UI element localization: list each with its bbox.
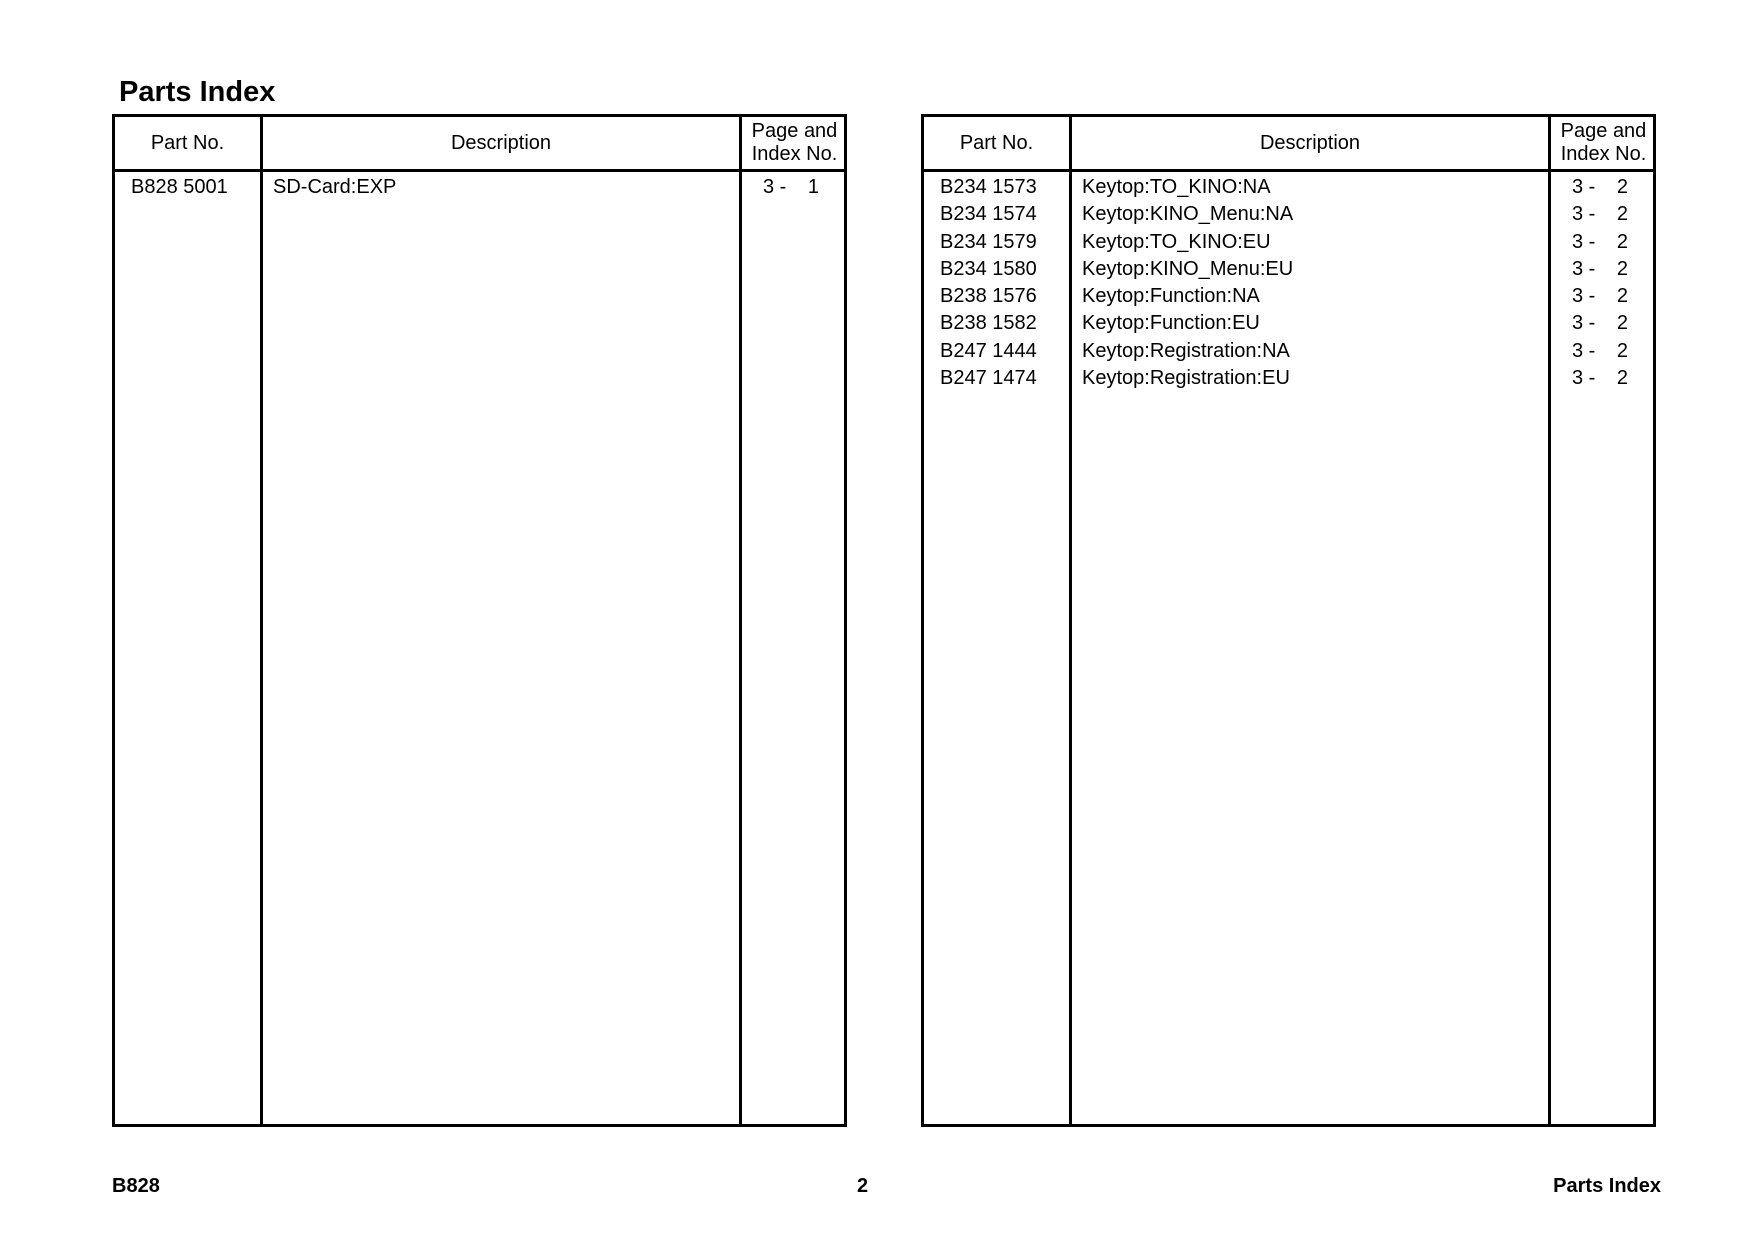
part-description: Keytop:TO_KINO:EU [1082,230,1271,253]
page-number: 3 - [1572,257,1596,280]
footer-model: B828 [112,1175,160,1197]
header-page-index: Page and Index No. [751,120,838,165]
table-body [924,174,1653,392]
page-number: 3 - [1572,312,1596,335]
part-description: Keytop:TO_KINO:NA [1082,176,1271,198]
part-description: Keytop:Registration:EU [1082,367,1290,390]
part-description: SD-Card:EXP [273,176,397,198]
index-number: 1 [807,176,819,198]
table-row [924,201,1653,228]
index-number: 2 [1616,203,1628,226]
table-row [115,174,844,201]
part-number: B234 1580 [940,257,1037,280]
index-number: 2 [1616,339,1628,362]
table-row [924,365,1653,392]
footer-page-number: 2 [856,1175,869,1197]
header-description: Description [1259,131,1361,154]
page-number: 3 - [1572,203,1596,226]
table-row [924,256,1653,283]
column-divider [260,117,263,1124]
page-number: 3 - [1572,339,1596,362]
part-description: Keytop:Registration:NA [1082,339,1290,362]
part-number: B234 1579 [940,230,1037,253]
index-number: 2 [1616,285,1628,308]
table-row [924,338,1653,365]
table-row [924,310,1653,337]
header-page-index: Page and Index No. [1560,120,1647,165]
page-number: 3 - [1572,230,1596,253]
part-number: B247 1444 [940,339,1037,362]
table-row [924,229,1653,256]
part-number: B247 1474 [940,367,1037,390]
table-row [924,283,1653,310]
table-body [115,174,844,201]
header-divider [924,169,1653,172]
part-description: Keytop:Function:NA [1082,285,1260,308]
header-divider [115,169,844,172]
page-number: 3 - [1572,367,1596,390]
index-number: 2 [1616,230,1628,253]
page-number: 3 - [1572,176,1596,198]
index-number: 2 [1616,257,1628,280]
part-number: B238 1576 [940,285,1037,308]
page-number: 3 - [763,176,787,198]
footer-section: Parts Index [1553,1175,1661,1197]
part-description: Keytop:Function:EU [1082,312,1260,335]
part-number: B234 1574 [940,203,1037,226]
page-number: 3 - [1572,285,1596,308]
table-row [924,174,1653,201]
index-number: 2 [1616,367,1628,390]
header-part-no: Part No. [150,131,225,154]
part-number: B234 1573 [940,176,1037,198]
index-number: 2 [1616,176,1628,198]
header-description: Description [450,131,552,154]
part-description: Keytop:KINO_Menu:NA [1082,203,1294,226]
index-number: 2 [1616,312,1628,335]
part-number: B238 1582 [940,312,1037,335]
parts-table-left [112,114,847,1127]
column-divider [739,117,742,1124]
parts-table-right [921,114,1656,1127]
part-number: B828 5001 [131,176,228,198]
part-description: Keytop:KINO_Menu:EU [1082,257,1294,280]
page-title: Parts Index [119,76,276,108]
header-part-no: Part No. [959,131,1034,154]
